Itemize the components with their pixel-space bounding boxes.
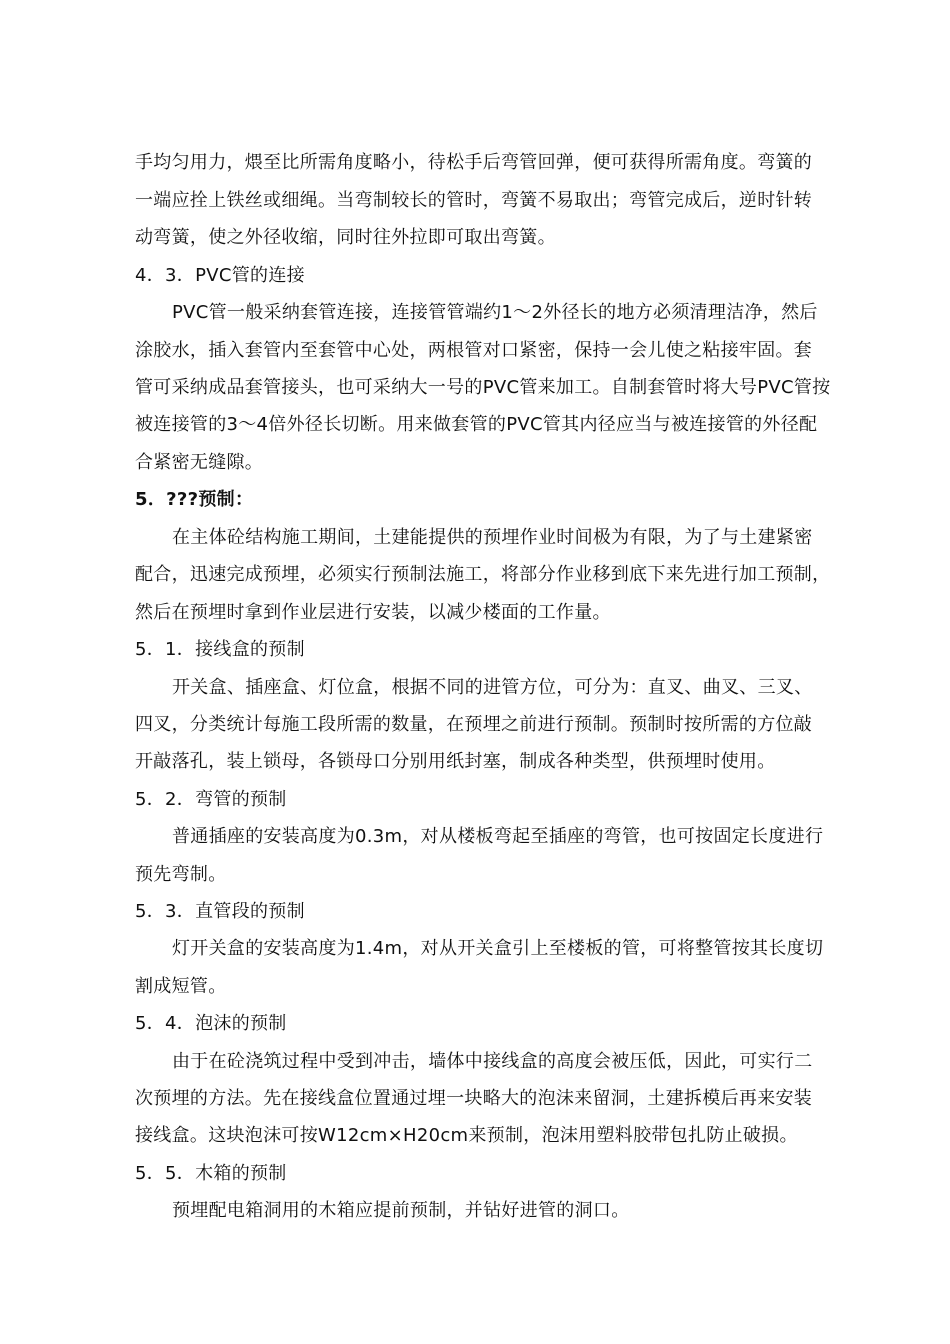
paragraph-line: 由于在砼浇筑过程中受到冲击，墙体中接线盒的高度会被压低，因此，可实行二 (172, 1051, 813, 1072)
paragraph-line: 动弯簧，使之外径收缩，同时往外拉即可取出弯簧。 (135, 227, 556, 248)
section-heading: 5．???预制： (135, 489, 254, 510)
paragraph-line: 然后在预埋时拿到作业层进行安装，以减少楼面的工作量。 (135, 602, 611, 623)
paragraph-line: 管可采纳成品套管接头，也可采纳大一号的PVC管来加工。自制套管时将大号PVC管按 (135, 377, 831, 398)
paragraph-line: PVC管一般采纳套管连接，连接管管端约1～2外径长的地方必须清理洁净，然后 (172, 302, 818, 323)
paragraph-line: 被连接管的3～4倍外径长切断。用来做套管的PVC管其内径应当与被连接管的外径配 (135, 414, 818, 435)
section-heading: 5．3．直管段的预制 (135, 901, 305, 922)
section-heading: 5．4．泡沫的预制 (135, 1013, 287, 1034)
paragraph-line: 预先弯制。 (135, 864, 227, 885)
section-heading: 4．3．PVC管的连接 (135, 265, 305, 286)
paragraph-line: 接线盒。这块泡沫可按W12cm×H20cm来预制，泡沫用塑料胶带包扎防止破损。 (135, 1125, 798, 1146)
paragraph-line: 四叉，分类统计每施工段所需的数量，在预埋之前进行预制。预制时按所需的方位敲 (135, 714, 813, 735)
paragraph-line: 次预埋的方法。先在接线盒位置通过埋一块略大的泡沫来留洞，土建拆模后再来安装 (135, 1088, 813, 1109)
paragraph-line: 在主体砼结构施工期间，土建能提供的预埋作业时间极为有限，为了与土建紧密 (172, 527, 813, 548)
paragraph-line: 涂胶水，插入套管内至套管中心处，两根管对口紧密，保持一会儿使之粘接牢固。套 (135, 340, 813, 361)
paragraph-line: 合紧密无缝隙。 (135, 452, 264, 473)
paragraph-line: 手均匀用力，煨至比所需角度略小，待松手后弯管回弹，便可获得所需角度。弯簧的 (135, 152, 813, 173)
paragraph-line: 普通插座的安装高度为0.3m，对从楼板弯起至插座的弯管，也可按固定长度进行 (172, 826, 824, 847)
paragraph-line: 割成短管。 (135, 976, 227, 997)
paragraph-line: 一端应拴上铁丝或细绳。当弯制较长的管时，弯簧不易取出；弯管完成后，逆时针转 (135, 190, 813, 211)
section-heading: 5．2．弯管的预制 (135, 789, 287, 810)
paragraph-line: 灯开关盒的安装高度为1.4m，对从开关盒引上至楼板的管，可将整管按其长度切 (172, 938, 824, 959)
paragraph-line: 开敲落孔，装上锁母，各锁母口分别用纸封塞，制成各种类型，供预埋时使用。 (135, 751, 776, 772)
paragraph-line: 预埋配电箱洞用的木箱应提前预制，并钻好进管的洞口。 (172, 1200, 630, 1221)
paragraph-line: 配合，迅速完成预埋，必须实行预制法施工，将部分作业移到底下来先进行加工预制， (135, 564, 831, 585)
section-heading: 5．1．接线盒的预制 (135, 639, 305, 660)
section-heading: 5．5．木箱的预制 (135, 1163, 287, 1184)
paragraph-line: 开关盒、插座盒、灯位盒，根据不同的进管方位，可分为：直叉、曲叉、三叉、 (172, 677, 813, 698)
